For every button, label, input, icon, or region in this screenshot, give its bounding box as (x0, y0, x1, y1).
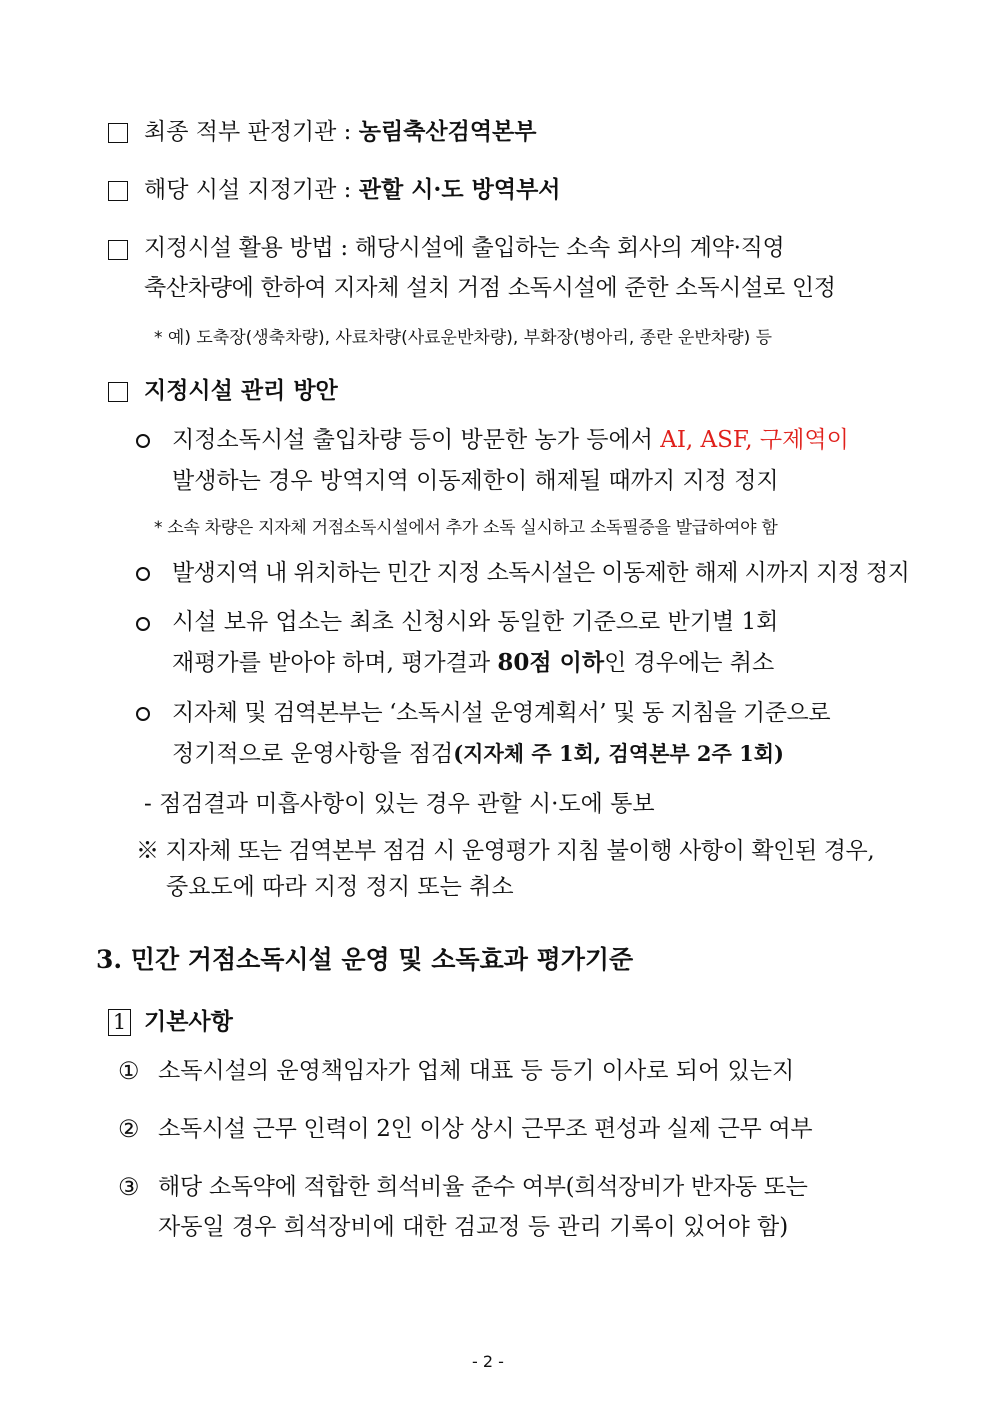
subsection-number-box: 1 (108, 1009, 131, 1036)
bullet-circle-icon (136, 434, 150, 448)
checkbox-icon (108, 382, 128, 402)
circled-number-1: ① (118, 1057, 140, 1085)
bullet-circle-icon (136, 617, 150, 631)
checkbox-icon (108, 181, 128, 201)
disease-names: AI, ASF, 구제역이 (660, 427, 849, 453)
bullet-reevaluation-line2: 재평가를 받아야 하며, 평가결과 80점 이하인 경우에는 취소 (172, 649, 775, 676)
reference-note-line2: 중요도에 따라 지정 정지 또는 취소 (166, 874, 514, 900)
subsection-title: 기본사항 (144, 1008, 233, 1035)
circled-number-3: ③ (118, 1173, 140, 1201)
section-3-title: 3. 민간 거점소독시설 운영 및 소독효과 평가기준 (96, 945, 634, 974)
bullet-suspension-line1: 지정소독시설 출입차량 등이 방문한 농가 등에서 AI, ASF, 구제역이 (172, 427, 849, 453)
item-label: 해당 시설 지정기관 : (144, 177, 352, 203)
score-threshold: 80점 이하 (497, 649, 605, 676)
circled-number-2: ② (118, 1115, 140, 1143)
item-value: 관할 시·도 방역부서 (358, 176, 561, 203)
item-usage-note: * 예) 도축장(생축차량), 사료차량(사료운반차량), 부화장(병아리, 종란 운반차량) 등 (154, 328, 773, 348)
item-label: 최종 적부 판정기관 : (144, 119, 352, 145)
item-value: 농림축산검역본부 (358, 118, 537, 145)
dash-notify: - 점검결과 미흡사항이 있는 경우 관할 시·도에 통보 (144, 791, 655, 817)
basic-item-2: 소독시설 근무 인력이 2인 이상 상시 근무조 편성과 실제 근무 여부 (158, 1116, 813, 1142)
reference-note-line1: ※ 지자체 또는 검역본부 점검 시 운영평가 지침 불이행 사항이 확인된 경우, (136, 838, 875, 864)
bullet-suspension-note: * 소속 차량은 지자체 거점소독시설에서 추가 소독 실시하고 소독필증을 발급하여야 함 (154, 518, 778, 538)
bullet-reevaluation-line1: 시설 보유 업소는 최초 신청시와 동일한 기준으로 반기별 1회 (172, 609, 779, 635)
bullet-inspection-line2: 정기적으로 운영사항을 점검(지자체 주 1회, 검역본부 2주 1회) (172, 741, 784, 767)
checkbox-icon (108, 123, 128, 143)
basic-item-1: 소독시설의 운영책임자가 업체 대표 등 등기 이사로 되어 있는지 (158, 1058, 795, 1084)
item-inspection-agency (144, 117, 537, 147)
bullet-private-facility: 발생지역 내 위치하는 민간 지정 소독시설은 이동제한 해제 시까지 지정 정지 (172, 560, 910, 586)
bullet-circle-icon (136, 707, 150, 721)
section-title-management: 지정시설 관리 방안 (144, 377, 338, 404)
page-number: - 2 - (472, 1352, 504, 1371)
bullet-circle-icon (136, 567, 150, 581)
bullet-inspection-line1: 지자체 및 검역본부는 ‘소독시설 운영계획서’ 및 동 지침을 기준으로 (172, 700, 831, 726)
checkbox-icon (108, 240, 128, 260)
bullet-suspension-line2: 발생하는 경우 방역지역 이동제한이 해제될 때까지 지정 정지 (172, 468, 779, 494)
basic-item-3-line1: 해당 소독약에 적합한 희석비율 준수 여부(희석장비가 반자동 또는 (158, 1174, 808, 1200)
item-designation-agency (144, 175, 561, 205)
item-usage-line1: 지정시설 활용 방법 : 해당시설에 출입하는 소속 회사의 계약·직영 (144, 235, 785, 261)
item-usage-line2: 축산차량에 한하여 지자체 설치 거점 소독시설에 준한 소독시설로 인정 (144, 275, 836, 301)
inspection-frequency: (지자체 주 1회, 검역본부 2주 1회) (453, 741, 784, 766)
basic-item-3-line2: 자동일 경우 희석장비에 대한 검교정 등 관리 기록이 있어야 함) (158, 1214, 789, 1240)
